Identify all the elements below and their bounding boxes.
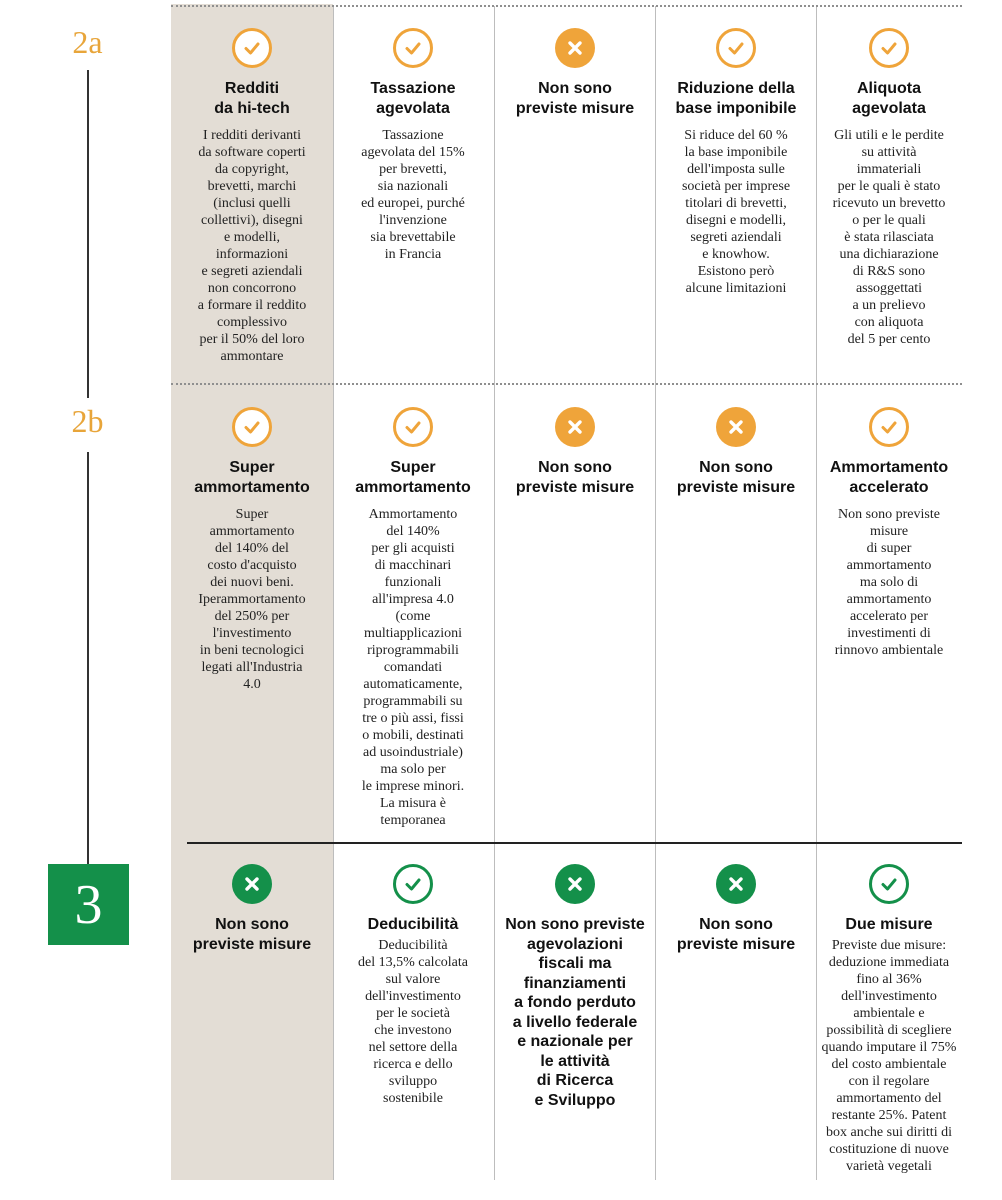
- cell-title: Super ammortamento: [355, 459, 471, 496]
- row-divider-2b-3: [187, 842, 962, 844]
- check-icon: [393, 407, 433, 447]
- cell-row2-col5: [812, 407, 966, 659]
- column-divider: [494, 6, 495, 1180]
- cell-row3-col3: [498, 864, 652, 1110]
- cell-description: Ammortamento del 140% per gli acquisti di macchinari funzionali all'impresa 4.0 (come multiapplicazioni riprogrammabili comandati automaticamente, programmabili su tre o più assi, fissi o mobili, destinati ad usoindustriale) ma solo per le imprese minori. La misura è temporanea: [361, 507, 465, 828]
- cell-title: Due misure: [845, 916, 933, 933]
- cross-icon: [555, 407, 595, 447]
- row-label-3: 3: [48, 864, 129, 945]
- check-icon: [232, 28, 272, 68]
- row-divider-top: [171, 5, 962, 7]
- cell-description: Si riduce del 60 % la base imponibile dell'imposta sulle società per imprese titolari di brevetti, disegni e modelli, segreti aziendali e knowhow. Esistono però alcune limitazioni: [681, 128, 791, 296]
- cell-title: Riduzione della base imponibile: [675, 80, 797, 117]
- cell-title: Aliquota agevolata: [852, 80, 926, 117]
- cell-title: Non sono previste misure: [676, 916, 796, 953]
- cell-description: Super ammortamento del 140% del costo d'acquisto dei nuovi beni. Iperammortamento del 250% per l'investimento in beni tecnologici legati all'Industria 4.0: [198, 507, 306, 692]
- cell-title: Non sono previste agevolazioni fiscali ma finanziamenti a fondo perduto a livello federale e nazionale per le attività di Ricerca e Sviluppo: [505, 916, 645, 1109]
- cell-row2-col2: [336, 407, 490, 829]
- cross-icon: [716, 407, 756, 447]
- cell-row3-col2: [336, 864, 490, 1107]
- cell-row1-col4: [659, 28, 813, 297]
- cell-description: Tassazione agevolata del 15% per brevetti, sia nazionali ed europei, purché l'invenzione sia brevettabile in Francia: [361, 128, 465, 262]
- cell-row1-col5: [812, 28, 966, 348]
- check-icon: [869, 28, 909, 68]
- cell-title: Tassazione agevolata: [370, 80, 456, 117]
- check-icon: [869, 407, 909, 447]
- cross-icon: [232, 864, 272, 904]
- row-label-2a: 2a: [72, 24, 103, 60]
- cell-row1-col2: [336, 28, 490, 263]
- row-divider-2a-2b: [171, 383, 962, 385]
- cross-icon: [716, 864, 756, 904]
- column-divider: [333, 6, 334, 1180]
- cell-row3-col5: [812, 864, 966, 1175]
- timeline-line: [87, 452, 89, 864]
- cell-description: Deducibilità del 13,5% calcolata sul valore dell'investimento per le società che investono nel settore della ricerca e dello sviluppo sostenibile: [357, 937, 468, 1106]
- check-icon: [393, 28, 433, 68]
- cell-description: Non sono previste misure di super ammortamento ma solo di ammortamento accelerato per investimenti di rinnovo ambientale: [834, 507, 944, 658]
- cell-title: Non sono previste misure: [676, 459, 796, 496]
- column-divider: [655, 6, 656, 1180]
- cell-description: Gli utili e le perdite su attività immateriali per le quali è stato ricevuto un brevetto o per le quali è stata rilasciata una dichiarazione di R&S sono assoggettati a un prelievo con aliquota del 5 per cento: [832, 128, 946, 347]
- cell-description: I redditi derivanti da software coperti da copyright, brevetti, marchi (inclusi quelli collettivi), disegni e modelli, informazioni e segreti aziendali non concorrono a formare il reddito complessivo per il 50% del loro ammontare: [197, 128, 307, 364]
- check-icon: [716, 28, 756, 68]
- timeline-line: [87, 70, 89, 398]
- cell-description: Previste due misure: deduzione immediata fino al 36% dell'investimento ambientale e possibilità di scegliere quando imputare il 75% del costo ambientale con il regolare ammortamento del restante 25%. Patent box anche sui diritti di costituzione di nuove varietà vegetali: [821, 937, 957, 1174]
- cell-title: Super ammortamento: [194, 459, 310, 496]
- check-icon: [393, 864, 433, 904]
- check-icon: [232, 407, 272, 447]
- cell-row3-col4: [659, 864, 813, 954]
- cell-title: Redditi da hi-tech: [214, 80, 290, 117]
- cell-row1-col3: [498, 28, 652, 118]
- cell-row2-col4: [659, 407, 813, 497]
- cross-icon: [555, 864, 595, 904]
- cell-title: Ammortamento accelerato: [829, 459, 949, 496]
- cell-row3-col1: [175, 864, 329, 954]
- cell-row2-col3: [498, 407, 652, 497]
- cell-row2-col1: [175, 407, 329, 693]
- cross-icon: [555, 28, 595, 68]
- cell-title: Non sono previste misure: [515, 459, 635, 496]
- check-icon: [869, 864, 909, 904]
- row-label-2b: 2b: [71, 403, 104, 439]
- cell-title: Deducibilità: [367, 916, 459, 933]
- cell-title: Non sono previste misure: [192, 916, 312, 953]
- cell-title: Non sono previste misure: [515, 80, 635, 117]
- cell-row1-col1: [175, 28, 329, 365]
